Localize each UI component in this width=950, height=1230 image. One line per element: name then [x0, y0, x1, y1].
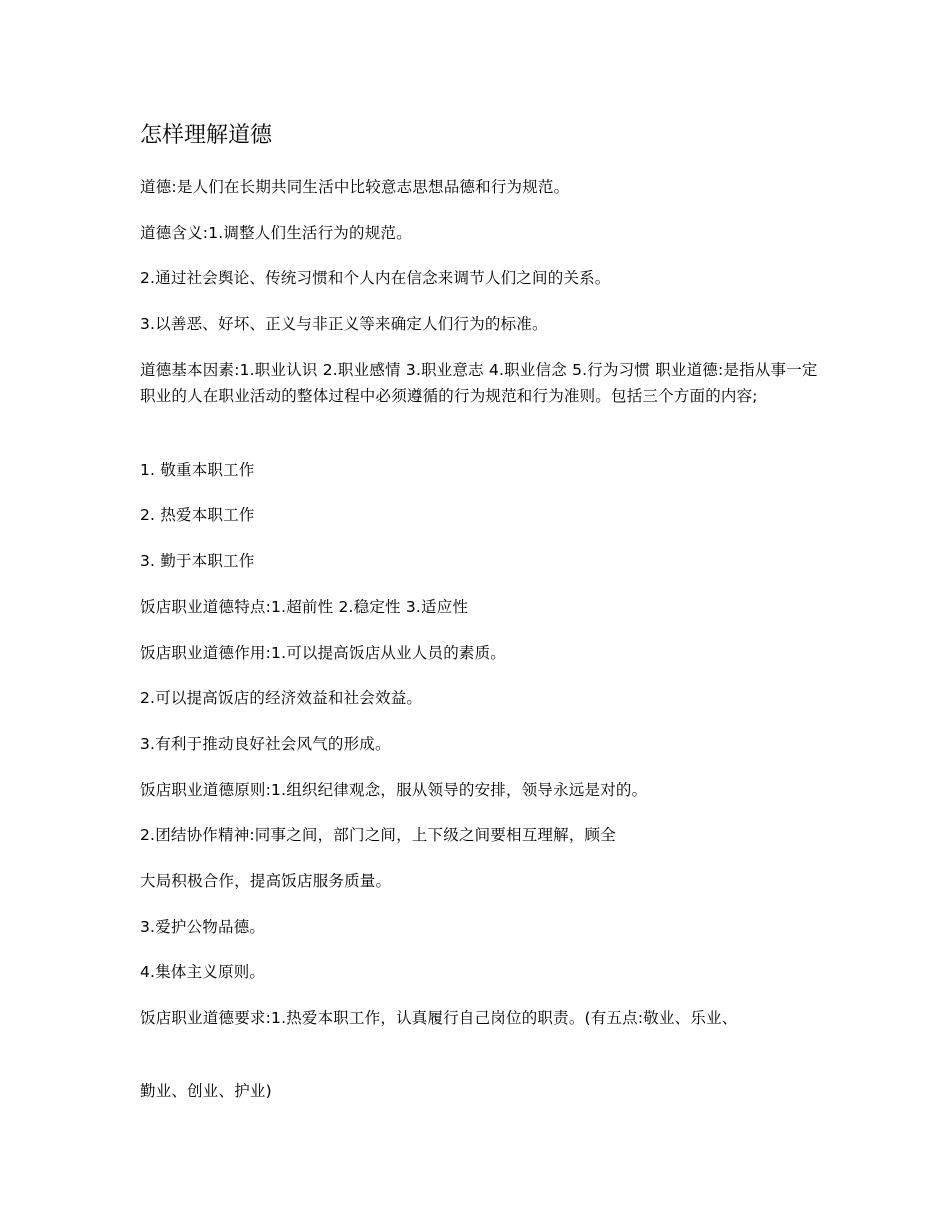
paragraph-basic-elements: 道德基本因素:1.职业认识 2.职业感情 3.职业意志 4.职业信念 5.行为习惯 职业道德:是指从事一定职业的人在职业活动的整体过程中必须遵循的行为规范和行为准则。包括三个方面的内容; — [140, 361, 818, 405]
paragraph-meaning-2: 2.通过社会舆论、传统习惯和个人内在信念来调节人们之间的关系。 — [140, 269, 611, 287]
list-item-3: 3. 勤于本职工作 — [140, 552, 255, 570]
list-item-1: 1. 敬重本职工作 — [140, 461, 255, 479]
paragraph-principle-2-cont: 大局积极合作，提高饭店服务质量。 — [140, 872, 392, 890]
paragraph-morality-definition: 道德:是人们在长期共同生活中比较意志思想品德和行为规范。 — [140, 178, 570, 196]
paragraph-role-3: 3.有利于推动良好社会风气的形成。 — [140, 735, 391, 753]
paragraph-principle-3: 3.爱护公物品德。 — [140, 918, 266, 936]
paragraph-hotel-ethics-principles: 饭店职业道德原则:1.组织纪律观念，服从领导的安排，领导永远是对的。 — [140, 781, 648, 799]
paragraph-hotel-ethics-role: 饭店职业道德作用:1.可以提高饭店从业人员的素质。 — [140, 644, 507, 662]
paragraph-principle-4: 4.集体主义原则。 — [140, 963, 266, 981]
document-title: 怎样理解道德 — [140, 123, 273, 148]
paragraph-hotel-ethics-traits: 饭店职业道德特点:1.超前性 2.稳定性 3.适应性 — [140, 598, 469, 616]
paragraph-morality-meaning: 道德含义:1.调整人们生活行为的规范。 — [140, 224, 412, 242]
paragraph-hotel-ethics-requirements: 饭店职业道德要求:1.热爱本职工作，认真履行自己岗位的职责。(有五点:敬业、乐业、 — [140, 1009, 738, 1027]
list-item-2: 2. 热爱本职工作 — [140, 506, 255, 524]
paragraph-role-2: 2.可以提高饭店的经济效益和社会效益。 — [140, 689, 423, 707]
paragraph-requirements-cont: 勤业、创业、护业) — [140, 1082, 272, 1100]
paragraph-meaning-3: 3.以善恶、好坏、正义与非正义等来确定人们行为的标准。 — [140, 315, 548, 333]
paragraph-principle-2: 2.团结协作精神:同事之间，部门之间，上下级之间要相互理解，顾全 — [140, 826, 616, 844]
